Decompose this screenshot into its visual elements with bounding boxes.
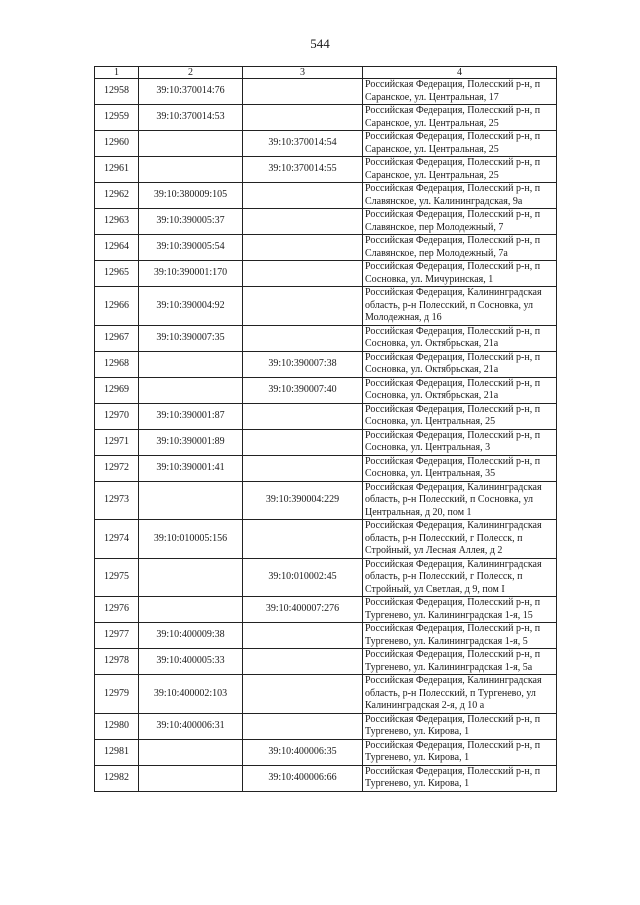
row-number-cell: 12980 bbox=[95, 713, 139, 739]
address-cell: Российская Федерация, Полесский р-н, п Тургенево, ул. Кирова, 1 bbox=[363, 713, 557, 739]
cadastral-number-cell: 39:10:400009:38 bbox=[139, 623, 243, 649]
cadastral-number-cell: 39:10:370014:53 bbox=[139, 105, 243, 131]
table-row bbox=[95, 209, 557, 235]
row-number-cell: 12965 bbox=[95, 261, 139, 287]
table-row bbox=[95, 105, 557, 131]
address-cell: Российская Федерация, Полесский р-н, п Тургенево, ул. Калининградская 1-я, 15 bbox=[363, 597, 557, 623]
table-row bbox=[95, 455, 557, 481]
cadastral-number-cell: 39:10:400007:276 bbox=[243, 597, 363, 623]
address-cell: Российская Федерация, Калининградская область, р-н Полесский, г Полесск, п Стройный, ул Лесная Аллея, д 2 bbox=[363, 520, 557, 559]
address-cell: Российская Федерация, Полесский р-н, п Сосновка, ул. Центральная, 25 bbox=[363, 403, 557, 429]
row-number-cell: 12963 bbox=[95, 209, 139, 235]
cadastral-number-cell bbox=[243, 287, 363, 326]
cadastral-number-cell bbox=[243, 79, 363, 105]
table-row bbox=[95, 131, 557, 157]
address-cell: Российская Федерация, Полесский р-н, п Саранское, ул. Центральная, 17 bbox=[363, 79, 557, 105]
cadastral-number-cell bbox=[243, 105, 363, 131]
column-header-4: 4 bbox=[363, 67, 557, 79]
address-cell: Российская Федерация, Полесский р-н, п Тургенево, ул. Калининградская 1-я, 5 bbox=[363, 623, 557, 649]
address-cell: Российская Федерация, Калининградская область, р-н Полесский, п Сосновка, ул Центральная, д 20, пом 1 bbox=[363, 481, 557, 520]
table-row bbox=[95, 287, 557, 326]
cadastral-number-cell bbox=[243, 429, 363, 455]
row-number-cell: 12976 bbox=[95, 597, 139, 623]
cadastral-number-cell bbox=[243, 623, 363, 649]
table-row bbox=[95, 623, 557, 649]
address-cell: Российская Федерация, Полесский р-н, п Саранское, ул. Центральная, 25 bbox=[363, 105, 557, 131]
table-row bbox=[95, 351, 557, 377]
row-number-cell: 12967 bbox=[95, 325, 139, 351]
row-number-cell: 12962 bbox=[95, 183, 139, 209]
table-row bbox=[95, 429, 557, 455]
cadastral-number-cell bbox=[243, 209, 363, 235]
row-number-cell: 12977 bbox=[95, 623, 139, 649]
cadastral-number-cell bbox=[139, 558, 243, 597]
cadastral-number-cell: 39:10:400006:35 bbox=[243, 739, 363, 765]
cadastral-number-cell: 39:10:010002:45 bbox=[243, 558, 363, 597]
address-cell: Российская Федерация, Калининградская область, р-н Полесский, г Полесск, п Стройный, ул Светлая, д 9, пом I bbox=[363, 558, 557, 597]
cadastral-number-cell bbox=[139, 377, 243, 403]
table-row bbox=[95, 183, 557, 209]
row-number-cell: 12961 bbox=[95, 157, 139, 183]
row-number-cell: 12968 bbox=[95, 351, 139, 377]
row-number-cell: 12959 bbox=[95, 105, 139, 131]
table-row bbox=[95, 261, 557, 287]
table-row bbox=[95, 520, 557, 559]
cadastral-number-cell bbox=[139, 597, 243, 623]
row-number-cell: 12964 bbox=[95, 235, 139, 261]
table-row bbox=[95, 675, 557, 714]
cadastral-number-cell bbox=[243, 713, 363, 739]
cadastral-number-cell: 39:10:390001:89 bbox=[139, 429, 243, 455]
column-header-2: 2 bbox=[139, 67, 243, 79]
table-row bbox=[95, 403, 557, 429]
cadastral-number-cell bbox=[139, 739, 243, 765]
cadastral-number-cell: 39:10:390005:37 bbox=[139, 209, 243, 235]
registry-table bbox=[94, 66, 557, 792]
cadastral-number-cell bbox=[243, 403, 363, 429]
table-row bbox=[95, 765, 557, 791]
row-number-cell: 12960 bbox=[95, 131, 139, 157]
cadastral-number-cell: 39:10:390005:54 bbox=[139, 235, 243, 261]
address-cell: Российская Федерация, Полесский р-н, п Сосновка, ул. Октябрьская, 21а bbox=[363, 377, 557, 403]
table-row bbox=[95, 739, 557, 765]
table-row bbox=[95, 377, 557, 403]
cadastral-number-cell bbox=[139, 157, 243, 183]
table-row bbox=[95, 597, 557, 623]
table-row bbox=[95, 157, 557, 183]
row-number-cell: 12969 bbox=[95, 377, 139, 403]
cadastral-number-cell: 39:10:390004:92 bbox=[139, 287, 243, 326]
table-body bbox=[95, 79, 557, 792]
address-cell: Российская Федерация, Полесский р-н, п Тургенево, ул. Кирова, 1 bbox=[363, 739, 557, 765]
row-number-cell: 12966 bbox=[95, 287, 139, 326]
cadastral-number-cell: 39:10:400006:31 bbox=[139, 713, 243, 739]
cadastral-number-cell: 39:10:370014:55 bbox=[243, 157, 363, 183]
address-cell: Российская Федерация, Полесский р-н, п Тургенево, ул. Кирова, 1 bbox=[363, 765, 557, 791]
table-row bbox=[95, 325, 557, 351]
cadastral-number-cell bbox=[243, 520, 363, 559]
cadastral-number-cell: 39:10:370014:76 bbox=[139, 79, 243, 105]
cadastral-number-cell bbox=[139, 765, 243, 791]
page-number: 544 bbox=[310, 36, 330, 51]
cadastral-number-cell bbox=[139, 351, 243, 377]
cadastral-number-cell: 39:10:390004:229 bbox=[243, 481, 363, 520]
table-row bbox=[95, 79, 557, 105]
row-number-cell: 12972 bbox=[95, 455, 139, 481]
cadastral-number-cell: 39:10:390001:170 bbox=[139, 261, 243, 287]
row-number-cell: 12958 bbox=[95, 79, 139, 105]
cadastral-number-cell: 39:10:390001:41 bbox=[139, 455, 243, 481]
cadastral-number-cell: 39:10:400005:33 bbox=[139, 649, 243, 675]
cadastral-number-cell: 39:10:010005:156 bbox=[139, 520, 243, 559]
cadastral-number-cell bbox=[243, 325, 363, 351]
cadastral-number-cell bbox=[139, 131, 243, 157]
address-cell: Российская Федерация, Полесский р-н, п Сосновка, ул. Центральная, 3 bbox=[363, 429, 557, 455]
row-number-cell: 12971 bbox=[95, 429, 139, 455]
table-row bbox=[95, 558, 557, 597]
cadastral-number-cell: 39:10:400002:103 bbox=[139, 675, 243, 714]
cadastral-number-cell: 39:10:400006:66 bbox=[243, 765, 363, 791]
address-cell: Российская Федерация, Полесский р-н, п Славянское, пер Молодежный, 7а bbox=[363, 235, 557, 261]
cadastral-number-cell bbox=[243, 261, 363, 287]
address-cell: Российская Федерация, Полесский р-н, п Тургенево, ул. Калининградская 1-я, 5а bbox=[363, 649, 557, 675]
table-row bbox=[95, 649, 557, 675]
cadastral-number-cell bbox=[243, 649, 363, 675]
address-cell: Российская Федерация, Полесский р-н, п Сосновка, ул. Мичуринская, 1 bbox=[363, 261, 557, 287]
cadastral-number-cell bbox=[243, 455, 363, 481]
address-cell: Российская Федерация, Полесский р-н, п Сосновка, ул. Октябрьская, 21а bbox=[363, 351, 557, 377]
cadastral-number-cell: 39:10:380009:105 bbox=[139, 183, 243, 209]
row-number-cell: 12973 bbox=[95, 481, 139, 520]
address-cell: Российская Федерация, Полесский р-н, п Саранское, ул. Центральная, 25 bbox=[363, 157, 557, 183]
column-header-1: 1 bbox=[95, 67, 139, 79]
cadastral-number-cell bbox=[243, 235, 363, 261]
row-number-cell: 12975 bbox=[95, 558, 139, 597]
row-number-cell: 12970 bbox=[95, 403, 139, 429]
cadastral-number-cell: 39:10:390001:87 bbox=[139, 403, 243, 429]
cadastral-number-cell: 39:10:370014:54 bbox=[243, 131, 363, 157]
cadastral-number-cell bbox=[243, 675, 363, 714]
address-cell: Российская Федерация, Калининградская область, р-н Полесский, п Тургенево, ул Калининградская 2-я, д 10 а bbox=[363, 675, 557, 714]
table-row bbox=[95, 235, 557, 261]
table-row bbox=[95, 713, 557, 739]
row-number-cell: 12982 bbox=[95, 765, 139, 791]
address-cell: Российская Федерация, Полесский р-н, п Сосновка, ул. Октябрьская, 21а bbox=[363, 325, 557, 351]
cadastral-number-cell bbox=[139, 481, 243, 520]
row-number-cell: 12974 bbox=[95, 520, 139, 559]
cadastral-number-cell: 39:10:390007:40 bbox=[243, 377, 363, 403]
address-cell: Российская Федерация, Калининградская область, р-н Полесский, п Сосновка, ул Молодежная, д 16 bbox=[363, 287, 557, 326]
address-cell: Российская Федерация, Полесский р-н, п Славянское, ул. Калининградская, 9а bbox=[363, 183, 557, 209]
address-cell: Российская Федерация, Полесский р-н, п Сосновка, ул. Центральная, 35 bbox=[363, 455, 557, 481]
table-row bbox=[95, 481, 557, 520]
address-cell: Российская Федерация, Полесский р-н, п Саранское, ул. Центральная, 25 bbox=[363, 131, 557, 157]
cadastral-number-cell: 39:10:390007:38 bbox=[243, 351, 363, 377]
address-cell: Российская Федерация, Полесский р-н, п Славянское, пер Молодежный, 7 bbox=[363, 209, 557, 235]
row-number-cell: 12981 bbox=[95, 739, 139, 765]
column-header-3: 3 bbox=[243, 67, 363, 79]
cadastral-number-cell bbox=[243, 183, 363, 209]
row-number-cell: 12978 bbox=[95, 649, 139, 675]
table-header-row bbox=[95, 67, 557, 79]
cadastral-number-cell: 39:10:390007:35 bbox=[139, 325, 243, 351]
row-number-cell: 12979 bbox=[95, 675, 139, 714]
